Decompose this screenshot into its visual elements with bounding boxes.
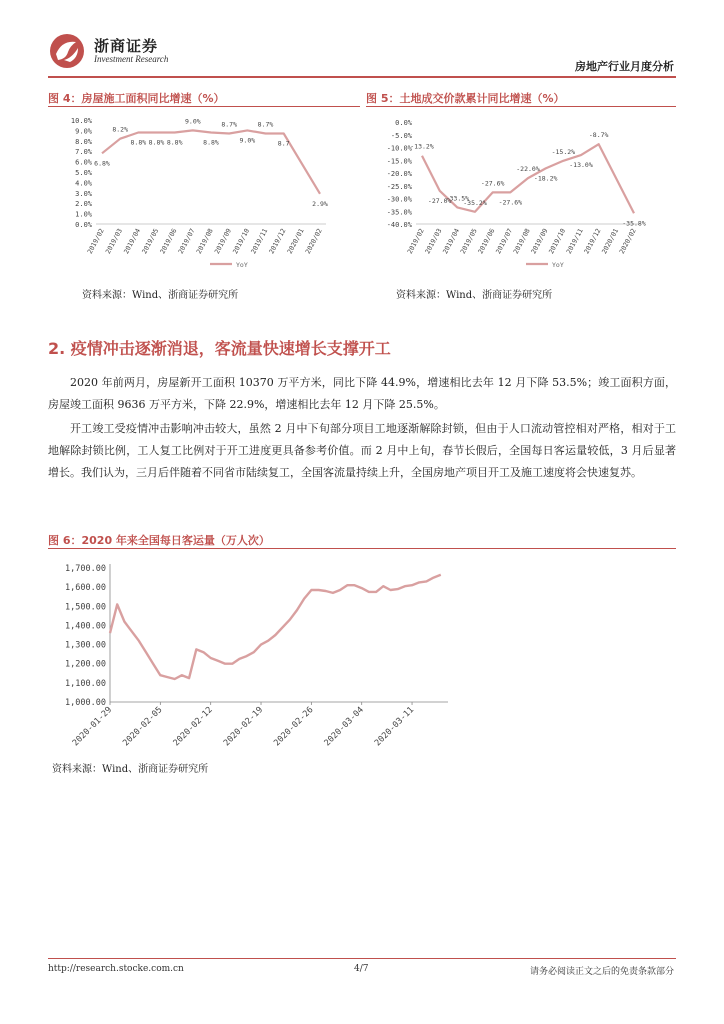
footer-url: http://research.stocke.com.cn [48, 964, 184, 974]
footer-divider [48, 958, 676, 959]
paragraph-1: 2020 年前两月，房屋新开工面积 10370 万平方米，同比下降 44.9%，增速相比去年 12 月下降 53.5%；竣工面积方面，房屋竣工面积 9636 万平方米，下降 22.9%，增速相比去年 12 月下降 25.5%。 [48, 376, 676, 411]
fig6-chart [48, 552, 468, 752]
fig6-x-tick-label: 2020-01-29 [70, 705, 115, 749]
fig4-x-tick-label: 2019/05 [140, 227, 161, 256]
fig5-x-tick-label: 2020/02 [617, 227, 638, 256]
fig6-title-rule [48, 548, 676, 549]
fig4-y-tick-label: 2.0% [75, 200, 92, 209]
fig4-x-tick-label: 2019/09 [213, 227, 233, 256]
fig6-y-tick-label: 1,600.00 [65, 583, 106, 594]
fig5-title: 图 5：土地成交价款累计同比增速（%） [366, 92, 565, 105]
fig5-data-label: -35.2% [463, 198, 487, 207]
fig6-y-tick-label: 1,200.00 [65, 659, 106, 670]
fig4-x-tick-label: 2019/04 [122, 227, 143, 256]
fig4-y-tick-label: 10.0% [70, 117, 92, 125]
fig5-x-tick-label: 2019/07 [494, 227, 515, 256]
fig5-data-label: -35.8% [622, 219, 646, 228]
logo-chinese-name: 浙商证券 [94, 37, 159, 55]
header-divider [48, 76, 676, 78]
fig6-source: 资料来源：Wind、浙商证券研究所 [52, 764, 209, 775]
fig4-data-label: 2.9% [312, 199, 328, 208]
fig6-y-tick-label: 1,400.00 [65, 621, 106, 632]
fig4-source: 资料来源：Wind、浙商证券研究所 [82, 290, 239, 301]
fig4-data-label: 9.0% [185, 117, 201, 126]
fig4-x-tick-label: 2019/08 [194, 227, 215, 256]
fig4-x-tick-label: 2019/03 [104, 227, 124, 256]
fig4-data-label: 8.8% [148, 138, 165, 147]
company-logo [48, 32, 198, 72]
fig5-data-label: -13.2% [410, 142, 434, 151]
fig6-x-tick-label: 2020-03-11 [372, 705, 417, 749]
fig4-y-tick-label: 0.0% [75, 221, 92, 229]
fig5-y-tick-label: -35.0% [386, 208, 412, 217]
fig5-chart [366, 108, 676, 280]
fig5-source: 资料来源：Wind、浙商证券研究所 [396, 290, 553, 301]
fig4-title-rule [48, 106, 360, 107]
fig5-data-label: -18.2% [533, 174, 558, 183]
fig5-x-tick-label: 2019/11 [564, 227, 585, 256]
fig4-y-tick-label: 9.0% [75, 127, 92, 136]
fig5-x-tick-label: 2019/03 [423, 227, 444, 256]
fig4-x-tick-label: 2019/06 [158, 227, 179, 256]
fig4-data-label: 8.2% [112, 125, 128, 134]
fig5-data-label: -27.0% [427, 196, 452, 205]
fig6-y-tick-label: 1,300.00 [65, 640, 106, 651]
fig5-y-tick-label: -15.0% [386, 157, 412, 166]
fig4-y-tick-label: 8.0% [75, 137, 92, 146]
report-title: 房地产行业月度分析 [575, 60, 674, 73]
fig4-x-tick-label: 2020/02 [303, 227, 324, 256]
fig5-x-tick-label: 2019/10 [547, 227, 568, 256]
fig5-title-rule [366, 106, 676, 107]
fig5-data-label: -8.7% [588, 131, 609, 140]
fig4-x-tick-label: 2019/12 [267, 227, 288, 256]
fig4-x-tick-label: 2020/01 [285, 227, 306, 256]
fig4-y-tick-label: 4.0% [75, 179, 92, 188]
fig5-y-tick-label: 0.0% [395, 119, 412, 127]
fig4-data-label: 8.8% [166, 138, 183, 147]
paragraph-2: 开工竣工受疫情冲击影响冲击较大，虽然 2 月中下旬部分项目工地逐渐解除封锁，但由于人口流动管控相对严格，相对于工地解除封锁比例，工人复工比例对于开工进度更具备参考价值。而 2 月中上旬，春节长假后，全国每日客运量较低，3 月后显著增长。我们认为，三月后伴随着不同省市陆续复工，全国客流量持续上升，全国房地产项目开工及施工速度将会快速复苏。 [48, 422, 676, 479]
fig4-title: 图 4：房屋施工面积同比增速（%） [48, 92, 225, 105]
fig6-chart-svg [48, 552, 468, 752]
fig4-y-tick-label: 6.0% [75, 158, 92, 167]
fig5-legend-label: YoY [552, 261, 564, 269]
fig6-y-tick-label: 1,700.00 [65, 564, 106, 574]
fig6-y-tick-label: 1,000.00 [65, 698, 106, 708]
fig4-y-tick-label: 1.0% [75, 210, 92, 219]
fig5-y-tick-label: -30.0% [386, 195, 412, 204]
fig4-x-tick-label: 2019/07 [176, 227, 197, 256]
fig4-chart-svg [48, 108, 360, 280]
fig4-data-label: 9.0% [239, 136, 256, 145]
fig5-data-label: -33.5% [445, 194, 470, 203]
fig5-x-tick-label: 2019/02 [405, 227, 426, 256]
fig5-x-tick-label: 2019/06 [476, 227, 497, 256]
fig6-y-tick-label: 1,100.00 [65, 678, 106, 689]
fig4-data-label: 8.8% [130, 138, 147, 147]
fig4-x-tick-label: 2019/02 [85, 227, 106, 256]
footer-disclaimer: 请务必阅读正文之后的免责条款部分 [529, 967, 674, 977]
fig6-title: 图 6：2020 年来全国每日客运量（万人次） [48, 534, 270, 547]
fig5-data-label: -27.6% [480, 179, 505, 188]
section-heading: 2. 疫情冲击逐渐消退，客流量快速增长支撑开工 [48, 339, 391, 358]
page-number: 4/7 [354, 964, 369, 974]
fig5-y-tick-label: -25.0% [386, 182, 412, 191]
fig4-data-label: 8.7% [221, 120, 237, 129]
fig5-series-line [422, 144, 634, 213]
fig5-data-label: -22.0% [516, 165, 540, 174]
logo-mark-icon [48, 32, 86, 70]
fig6-series-line [110, 575, 441, 679]
fig4-data-label: 8.8% [203, 138, 219, 147]
fig4-chart [48, 108, 360, 280]
fig5-x-tick-label: 2019/05 [458, 227, 479, 256]
fig5-chart-svg [366, 108, 676, 280]
fig6-x-tick-label: 2020-03-04 [322, 705, 366, 749]
fig5-y-tick-label: -10.0% [386, 144, 412, 153]
fig4-data-label: 8.7 [277, 139, 290, 148]
fig5-x-tick-label: 2019/08 [511, 227, 532, 256]
fig5-x-tick-label: 2019/09 [529, 227, 550, 256]
fig6-x-tick-label: 2020-02-19 [221, 705, 266, 749]
fig5-x-tick-label: 2019/04 [441, 227, 462, 256]
fig4-data-label: 8.7% [257, 120, 274, 129]
logo-english-name: Investment Research [94, 54, 169, 64]
fig6-x-tick-label: 2020-02-12 [171, 705, 215, 749]
fig6-x-tick-label: 2020-02-05 [121, 705, 165, 749]
fig4-legend-label: YoY [236, 261, 248, 269]
fig5-x-tick-label: 2020/01 [600, 227, 621, 256]
fig5-data-label: -27.6% [498, 198, 523, 207]
fig5-y-tick-label: -40.0% [386, 221, 412, 229]
fig6-y-tick-label: 1,500.00 [65, 602, 106, 613]
fig5-data-label: -13.0% [569, 161, 593, 170]
fig4-y-tick-label: 7.0% [75, 148, 92, 157]
fig5-x-tick-label: 2019/12 [582, 227, 603, 256]
fig5-y-tick-label: -5.0% [390, 131, 412, 140]
fig5-y-tick-label: -20.0% [386, 170, 412, 178]
fig4-y-tick-label: 3.0% [75, 189, 92, 198]
fig4-x-tick-label: 2019/11 [249, 227, 270, 256]
fig4-data-label: 6.8% [94, 159, 110, 168]
fig6-x-tick-label: 2020-02-26 [272, 705, 316, 749]
fig5-data-label: -15.2% [551, 147, 576, 156]
fig4-x-tick-label: 2019/10 [231, 227, 252, 256]
fig4-y-tick-label: 5.0% [75, 169, 92, 177]
